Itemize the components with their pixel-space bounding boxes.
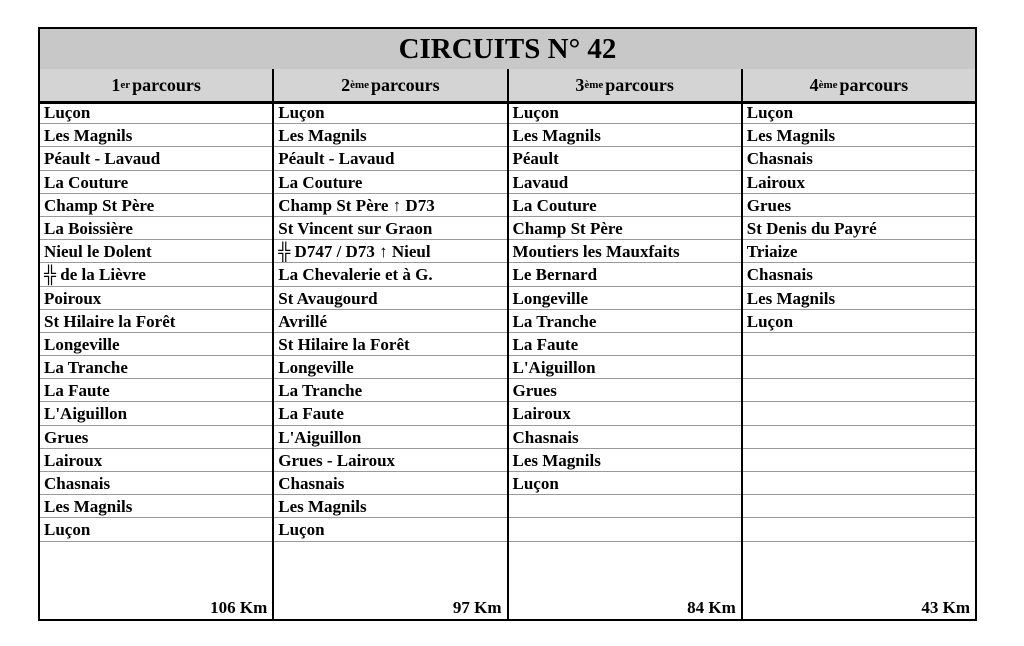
header-ordinal: 1 [111,74,121,95]
distance-total: 106 Km [210,598,268,617]
table-row [743,426,975,449]
table-row: Les Magnils [509,449,741,472]
table-row [743,449,975,472]
header-label: parcours [839,74,909,95]
table-row: La Couture [40,171,272,194]
table-row: Péault - Lavaud [274,147,506,170]
table-row: Lairoux [743,171,975,194]
table-row: Chasnais [274,472,506,495]
table-row: Champ St Père ↑ D73 [274,194,506,217]
table-row: Triaize [743,240,975,263]
circuits-table [38,27,977,621]
table-row: Luçon [509,472,741,495]
table-row [743,356,975,379]
table-row: Moutiers les Mauxfaits [509,240,741,263]
table-row: Longeville [274,356,506,379]
table-row: Chasnais [743,147,975,170]
table-row: Nieul le Dolent [40,240,272,263]
table-row: Le Bernard [509,263,741,286]
table-row: Luçon [743,310,975,333]
table-row: Luçon [274,101,506,124]
table-row: Les Magnils [743,124,975,147]
table-row [743,379,975,402]
distance-total: 97 Km [452,598,502,617]
route-column-3 [509,101,743,619]
column-header-1: 1 er parcours [40,69,274,101]
table-row: ╬ D747 / D73 ↑ Nieul [274,240,506,263]
table-row: Poiroux [40,287,272,310]
table-row [743,402,975,425]
table-row: La Couture [509,194,741,217]
table-row [509,495,741,518]
table-row: L'Aiguillon [274,426,506,449]
table-row: Grues [40,426,272,449]
header-ordinal: 2 [341,74,351,95]
table-row: La Chevalerie et à G. [274,263,506,286]
table-row [743,472,975,495]
table-row: Longeville [40,333,272,356]
table-row: Les Magnils [743,287,975,310]
table-row: Luçon [40,101,272,124]
header-ordinal: 4 [809,74,819,95]
table-title: CIRCUITS N° 42 [40,29,975,71]
table-row: Lairoux [509,402,741,425]
table-row: Péault - Lavaud [40,147,272,170]
table-row: L'Aiguillon [509,356,741,379]
table-row: Chasnais [509,426,741,449]
table-row: St Denis du Payré [743,217,975,240]
table-row: Luçon [274,518,506,541]
table-row: La Faute [509,333,741,356]
table-row: Grues [509,379,741,402]
table-row: La Boissière [40,217,272,240]
table-row: Les Magnils [274,495,506,518]
route-column-4 [743,101,975,619]
table-row: Les Magnils [509,124,741,147]
table-row: St Vincent sur Graon [274,217,506,240]
column-header-3: 3 ème parcours [509,69,743,101]
table-row: Avrillé [274,310,506,333]
table-row: Luçon [743,101,975,124]
column-header-4: 4 ème parcours [809,74,909,95]
table-row: Les Magnils [40,124,272,147]
table-row: Champ St Père [509,217,741,240]
distance-total: 84 Km [687,598,736,617]
table-row: St Hilaire la Forêt [40,310,272,333]
route-column-2 [274,101,508,619]
table-row: Champ St Père [40,194,272,217]
table-row: St Hilaire la Forêt [274,333,506,356]
table-row [509,518,741,541]
table-row: Longeville [509,287,741,310]
route-column-1 [40,101,274,619]
table-row: Luçon [40,518,272,541]
table-row: Luçon [509,101,741,124]
route-columns [40,101,975,619]
table-row [743,333,975,356]
table-row: Chasnais [40,472,272,495]
column-header-2: 2 ème parcours [274,69,508,101]
header-label: parcours [132,74,201,95]
table-row: La Faute [40,379,272,402]
table-row: La Couture [274,171,506,194]
table-row: Chasnais [743,263,975,286]
header-label: parcours [371,74,440,95]
header-label: parcours [605,74,674,95]
table-row: Les Magnils [274,124,506,147]
table-row: Péault [509,147,741,170]
header-ordinal: 3 [575,74,585,95]
table-row: Grues - Lairoux [274,449,506,472]
table-row: Lavaud [509,171,741,194]
table-row: L'Aiguillon [40,402,272,425]
table-row [743,495,975,518]
table-row: La Tranche [40,356,272,379]
table-row [743,518,975,541]
table-row: St Avaugourd [274,287,506,310]
table-row: Les Magnils [40,495,272,518]
table-row: La Tranche [509,310,741,333]
table-row: La Tranche [274,379,506,402]
table-row: ╬ de la Lièvre [40,263,272,286]
table-row: La Faute [274,402,506,425]
distance-total: 43 Km [921,598,970,617]
table-row: Lairoux [40,449,272,472]
column-headers [40,69,975,104]
table-row: Grues [743,194,975,217]
